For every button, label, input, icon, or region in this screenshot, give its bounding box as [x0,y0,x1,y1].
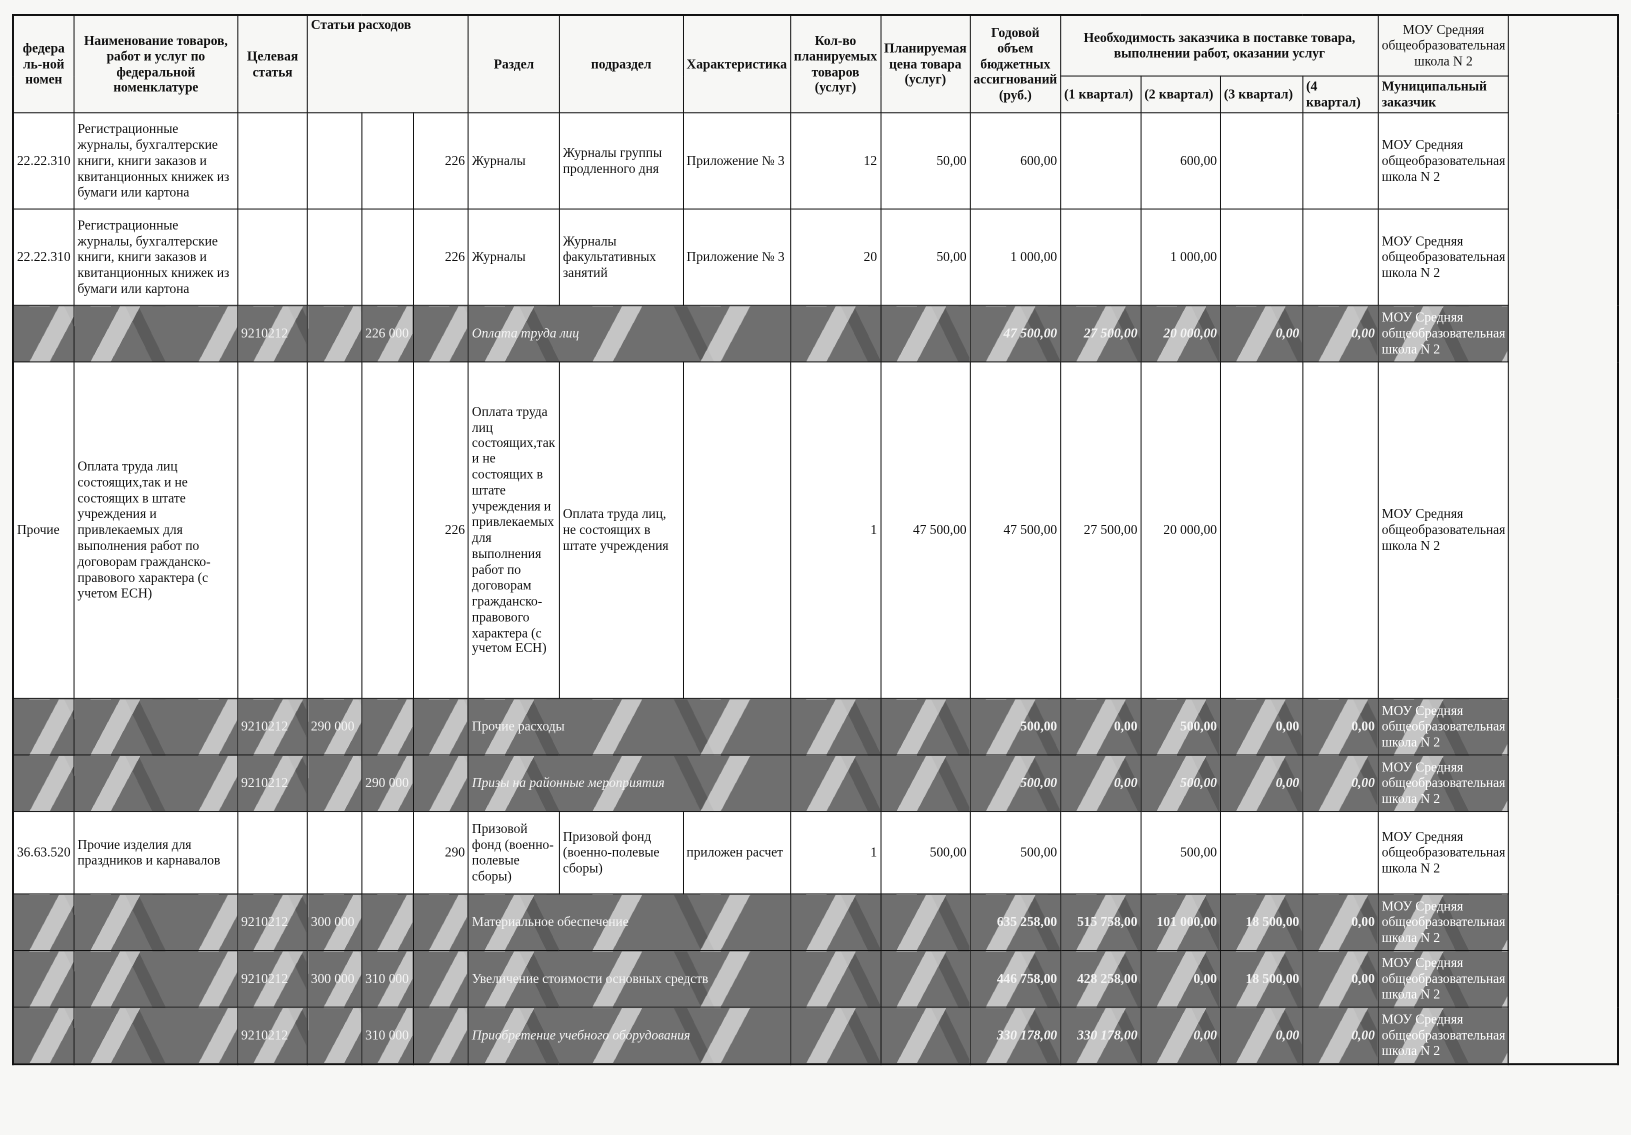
expense-article-1 [307,113,361,209]
quarter-3 [1220,113,1302,209]
summary-row [13,951,1618,1008]
federal-code: 22.22.310 [13,209,74,305]
quarter-4 [1303,362,1379,698]
expense-article-3 [413,755,468,812]
goods-name: Прочие изделия для праздников и карнавалов [74,812,238,894]
expense-article-1 [307,755,361,812]
quantity [790,1007,880,1064]
expense-article-3 [413,894,468,951]
quarter-4: 0,00 [1303,755,1379,812]
target-article: 9210212 [238,894,308,951]
annual-budget: 500,00 [970,698,1061,755]
planned-price [881,755,971,812]
expense-article-3 [413,951,468,1008]
planned-price [881,305,971,362]
federal-code: 36.63.520 [13,812,74,894]
summary-label: Призы на районные мероприятия [468,755,790,812]
customer: МОУ Средняя общеобразовательная школа N 2 [1378,755,1508,812]
planned-price [881,698,971,755]
summary-row [13,305,1618,362]
summary-row [13,1007,1618,1064]
item-row [13,362,1618,698]
col-planned-price: Планируемая цена товара (услуг) [881,15,971,113]
quarter-2: 0,00 [1141,951,1221,1008]
quarter-3 [1220,362,1302,698]
quarter-3: 0,00 [1220,698,1302,755]
summary-label: Материальное обеспечение [468,894,790,951]
customer: МОУ Средняя общеобразовательная школа N 2 [1378,894,1508,951]
target-article: 9210212 [238,698,308,755]
quarter-3: 0,00 [1220,755,1302,812]
subsection: Призовой фонд (военно-полевые сборы) [559,812,683,894]
quantity: 1 [790,362,880,698]
col-q3: (3 квартал) [1220,76,1302,113]
summary-label: Увеличение стоимости основных средств [468,951,790,1008]
summary-row [13,698,1618,755]
federal-code [13,305,74,362]
col-q2: (2 квартал) [1141,76,1221,113]
col-customer: Муниципальный заказчик [1378,76,1508,113]
col-target-article: Целевая статья [238,15,308,113]
expense-article-2 [362,113,414,209]
planned-price: 47 500,00 [881,362,971,698]
customer: МОУ Средняя общеобразовательная школа N 2 [1378,362,1508,698]
col-customer-need: Необходимость заказчика в поставке товара, выполнении работ, оказании услуг [1061,15,1379,76]
section: Оплата труда лиц состоящих,так и не состоящих в штате учреждения и привлекаемых для выполнения работ по договорам гражданско-правового характера (с учетом ЕСН) [468,362,559,698]
goods-name: Оплата труда лиц состоящих,так и не состоящих в штате учреждения и привлекаемых для выполнения работ по договорам гражданско-правового характера (с учетом ЕСН) [74,362,238,698]
annual-budget: 47 500,00 [970,305,1061,362]
expense-article-1 [307,209,361,305]
planned-price [881,1007,971,1064]
quarter-1: 27 500,00 [1061,305,1141,362]
target-article [238,812,308,894]
quarter-3: 0,00 [1220,1007,1302,1064]
expense-article-3 [413,305,468,362]
customer: МОУ Средняя общеобразовательная школа N 2 [1378,305,1508,362]
quarter-4: 0,00 [1303,305,1379,362]
summary-row [13,894,1618,951]
quarter-3 [1220,209,1302,305]
quarter-1: 428 258,00 [1061,951,1141,1008]
expense-article-1: 300 000 [307,894,361,951]
planned-price: 500,00 [881,812,971,894]
quarter-2: 500,00 [1141,755,1221,812]
subsection: Журналы факультативных занятий [559,209,683,305]
quantity [790,951,880,1008]
expense-article-1: 300 000 [307,951,361,1008]
target-article: 9210212 [238,755,308,812]
quarter-4: 0,00 [1303,951,1379,1008]
budget-table [12,14,1619,1065]
subsection: Журналы группы продленного дня [559,113,683,209]
quantity [790,894,880,951]
item-row [13,812,1618,894]
federal-code [13,1007,74,1064]
subsection: Оплата труда лиц, не состоящих в штате учреждения [559,362,683,698]
expense-article-2 [362,698,414,755]
quarter-4 [1303,113,1379,209]
customer: МОУ Средняя общеобразовательная школа N 2 [1378,698,1508,755]
col-section: Раздел [468,15,559,113]
quarter-2: 500,00 [1141,698,1221,755]
quarter-2: 0,00 [1141,1007,1221,1064]
goods-name [74,755,238,812]
item-row [13,113,1618,209]
section: Призовой фонд (военно-полевые сборы) [468,812,559,894]
expense-article-1: 290 000 [307,698,361,755]
expense-article-2: 290 000 [362,755,414,812]
quarter-1 [1061,113,1141,209]
quarter-4: 0,00 [1303,1007,1379,1064]
planned-price: 50,00 [881,209,971,305]
expense-article-3: 226 [413,362,468,698]
customer: МОУ Средняя общеобразовательная школа N 2 [1378,812,1508,894]
col-school: МОУ Средняя общеобразовательная школа N 2 [1378,15,1508,76]
quarter-3 [1220,812,1302,894]
planned-price [881,951,971,1008]
expense-article-3: 226 [413,113,468,209]
annual-budget: 330 178,00 [970,1007,1061,1064]
col-annual-budget: Годовой объем бюджетных ассигнований (руб.) [970,15,1061,113]
quarter-2: 500,00 [1141,812,1221,894]
target-article: 9210212 [238,951,308,1008]
expense-article-1 [307,1007,361,1064]
annual-budget: 600,00 [970,113,1061,209]
expense-article-1 [307,362,361,698]
quarter-2: 20 000,00 [1141,305,1221,362]
expense-article-2 [362,812,414,894]
col-federal-number: федера ль-ной номен [13,15,74,113]
quarter-4 [1303,812,1379,894]
goods-name: Регистрационные журналы, бухгалтерские книги, книги заказов и квитанционных книжек из бумаги или картона [74,209,238,305]
col-characteristic: Характеристика [683,15,790,113]
quantity [790,755,880,812]
target-article: 9210212 [238,1007,308,1064]
customer: МОУ Средняя общеобразовательная школа N 2 [1378,209,1508,305]
expense-article-3: 290 [413,812,468,894]
item-row [13,209,1618,305]
annual-budget: 500,00 [970,755,1061,812]
col-q1: (1 квартал) [1061,76,1141,113]
quarter-4: 0,00 [1303,698,1379,755]
goods-name: Регистрационные журналы, бухгалтерские книги, книги заказов и квитанционных книжек из бумаги или картона [74,113,238,209]
annual-budget: 446 758,00 [970,951,1061,1008]
customer: МОУ Средняя общеобразовательная школа N 2 [1378,113,1508,209]
expense-article-2 [362,894,414,951]
planned-price: 50,00 [881,113,971,209]
quarter-1 [1061,209,1141,305]
customer: МОУ Средняя общеобразовательная школа N 2 [1378,951,1508,1008]
expense-article-3: 226 [413,209,468,305]
characteristic [683,362,790,698]
quarter-2: 20 000,00 [1141,362,1221,698]
expense-article-1 [307,305,361,362]
target-article [238,113,308,209]
quantity [790,698,880,755]
quarter-1: 27 500,00 [1061,362,1141,698]
goods-name [74,951,238,1008]
quarter-1: 515 758,00 [1061,894,1141,951]
col-quantity: Кол-во планируемых товаров (услуг) [790,15,880,113]
col-subsection: подраздел [559,15,683,113]
quarter-3: 18 500,00 [1220,894,1302,951]
federal-code [13,894,74,951]
quarter-1: 330 178,00 [1061,1007,1141,1064]
annual-budget: 47 500,00 [970,362,1061,698]
target-article [238,209,308,305]
federal-code [13,698,74,755]
goods-name [74,305,238,362]
expense-article-3 [413,1007,468,1064]
planned-price [881,894,971,951]
expense-article-1 [307,812,361,894]
quarter-2: 1 000,00 [1141,209,1221,305]
quarter-1 [1061,812,1141,894]
quantity: 12 [790,113,880,209]
target-article [238,362,308,698]
expense-article-2 [362,209,414,305]
quantity [790,305,880,362]
summary-label: Приобретение учебного оборудования [468,1007,790,1064]
expense-article-2: 226 000 [362,305,414,362]
quarter-3: 18 500,00 [1220,951,1302,1008]
quarter-4 [1303,209,1379,305]
goods-name [74,698,238,755]
quarter-4: 0,00 [1303,894,1379,951]
table-header [13,15,1618,113]
annual-budget: 635 258,00 [970,894,1061,951]
table-body [13,113,1618,1064]
goods-name [74,1007,238,1064]
quarter-1: 0,00 [1061,698,1141,755]
target-article: 9210212 [238,305,308,362]
quantity: 20 [790,209,880,305]
expense-article-2 [362,362,414,698]
federal-code [13,755,74,812]
goods-name [74,894,238,951]
section: Журналы [468,113,559,209]
annual-budget: 1 000,00 [970,209,1061,305]
summary-label: Оплата труда лиц [468,305,790,362]
expense-article-2: 310 000 [362,1007,414,1064]
quarter-2: 101 000,00 [1141,894,1221,951]
section: Журналы [468,209,559,305]
federal-code: 22.22.310 [13,113,74,209]
summary-row [13,755,1618,812]
col-q4: (4 квартал) [1303,76,1379,113]
federal-code: Прочие [13,362,74,698]
federal-code [13,951,74,1008]
quarter-3: 0,00 [1220,305,1302,362]
characteristic: приложен расчет [683,812,790,894]
annual-budget: 500,00 [970,812,1061,894]
col-goods-name: Наименование товаров, работ и услуг по федеральной номенклатуре [74,15,238,113]
expense-article-3 [413,698,468,755]
characteristic: Приложение № 3 [683,113,790,209]
expense-article-2: 310 000 [362,951,414,1008]
summary-label: Прочие расходы [468,698,790,755]
quarter-2: 600,00 [1141,113,1221,209]
customer: МОУ Средняя общеобразовательная школа N 2 [1378,1007,1508,1064]
quarter-1: 0,00 [1061,755,1141,812]
characteristic: Приложение № 3 [683,209,790,305]
col-expense-articles: Статьи расходов [307,15,468,113]
quantity: 1 [790,812,880,894]
